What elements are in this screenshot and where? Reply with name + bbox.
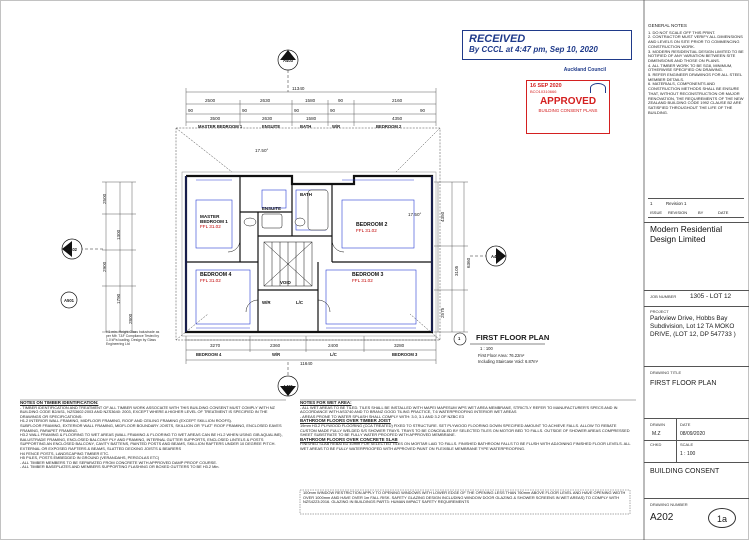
tb-sep-7	[644, 462, 749, 463]
wet-note-2: - AREAS PRONE TO WATER SPLASH SHALL COMPLY WITH: 3.0, 3.1 AND 3.2 OF NZBC E3	[300, 413, 464, 419]
top-label-bed2: BEDROOM 2	[376, 124, 402, 129]
drawing-revision-value: 1a	[716, 514, 727, 524]
revision-header-issue: ISSUE	[650, 210, 663, 215]
room-bed3-ffl: FFL 31.02	[352, 278, 373, 283]
section-tag-bottom: A401	[282, 384, 293, 389]
right-dim-3: 2575	[440, 307, 445, 318]
top-dim-r3-4: 4350	[392, 116, 403, 121]
timber-notes-title: NOTES ON TIMBER IDENTIFICATION:	[20, 400, 99, 405]
bottom-label-2: W/R	[272, 352, 281, 357]
top-dim-r2-4: 90	[330, 108, 336, 113]
revision-header-revision: REVISION	[668, 210, 688, 215]
height-glass-note: H1 min. Height Glass balustrade as per Mfr. T&F Compliance Tested by 1.0 kPa loading. Design by Glass Engineering Ltd	[106, 330, 160, 346]
wet-sub1-title: BATHROOM FLOORS OVER TIMBER JOIST	[300, 418, 391, 424]
timber-note-5: EXTERNAL OR EXPOSED RAFTERS & BEAMS, SLATTED DECKING JOISTS & BEARERS	[20, 445, 182, 451]
approved-ref: BCO10310666	[530, 89, 557, 94]
room-master	[200, 214, 240, 229]
room-master-label: MASTER BEDROOM 1	[200, 214, 228, 224]
tb-sep-8	[644, 498, 749, 499]
room-master-ffl: FFL 31.02	[200, 224, 221, 229]
job-number-value: 1305 - LOT 12	[690, 293, 732, 300]
revision-number: 1	[650, 201, 653, 206]
tb-vsep	[676, 418, 677, 462]
plan-scale: 1 : 100	[480, 346, 493, 351]
timber-note-8: - ALL TIMBER MEMBERS TO BE SEPARATED FROM CONCRETE WITH APPROVED DAMP PROOF COURSE.	[20, 459, 218, 465]
timber-notes	[20, 401, 286, 470]
wet-area-notes	[300, 401, 632, 452]
date-label: DATE	[680, 422, 691, 427]
revision-label: Revision 1	[666, 201, 687, 206]
status-label: BUILDING CONSENT	[650, 468, 720, 475]
wet-note-1: - ALL WET AREAS TO BE TILED. TILES SHALL BE INSTALLED WITH MAPEI MAPESUM WPS WET AREA MEMBRANE, STRICTLY REFER TO MANUFACTURER'S SPECS AND IN ACCORDANCE WITH AS3740 AND TO BRANZ GOOD TILING PRACTICE, T.6 WATERPROOFING INTERIOR WET AREAS	[300, 404, 618, 415]
wet-sub1-line: 19mm H3.2 PLYWOOD FLOORING (CCA TREATED) FIXED TO STRUCTURE. SET PLYWOOD FLOORING DOWN SPECIFIED AMOUNT TO ACHIEVE FALLS. ALLOW TO REBATE CUSTOM MADE FULLY WELDED S/S SHOWER TRAYS. TRAYS TO BE CONCEALED BY SELECTED TILES ON MOTOR BED TO FALLS. OUTSIDE OF SHOWER AREAS COMPRESSED SHEET SUBSTRATE TO BE FULLY WATER PROOFED WITH APPROVED MEMBRANE.	[300, 422, 630, 438]
tb-sep-3	[644, 306, 749, 307]
plan-area-1: First Floor Area: 76.22m²	[478, 353, 525, 358]
room-bed3-label: BEDROOM 3	[352, 272, 384, 278]
approved-stamp	[526, 67, 610, 134]
top-dim-r2-1: 90	[188, 108, 194, 113]
top-dim-r2-2: 90	[242, 108, 248, 113]
timber-note-6: H4 FENCE POSTS, LANDSCAPING TIMBER ETC.	[20, 450, 110, 456]
top-dim-5: 2160	[392, 98, 403, 103]
right-dim-4: 6360	[466, 257, 471, 268]
bottom-label-1: BEDROOM 4	[196, 352, 222, 357]
received-stamp	[462, 30, 632, 60]
project-label: PROJECT	[650, 309, 669, 314]
right-dim-1: 4350	[440, 211, 445, 222]
revision-header-by: BY	[698, 210, 704, 215]
approved-date: 16 SEP 2020	[530, 83, 562, 89]
room-bed3	[352, 272, 402, 283]
section-tag-top: A403	[282, 58, 293, 63]
drawn-label: DRAWN	[650, 422, 665, 427]
left-dim-3: 2900	[102, 261, 107, 272]
scale-label: SCALE	[680, 442, 694, 447]
wet-notes-title: NOTES FOR WET AREA:	[300, 400, 352, 405]
room-ensuite: ENSUITE	[262, 206, 282, 211]
left-dim-4: 1790	[116, 293, 121, 304]
plan-area-2: Including Staircase Void: 6.87m²	[478, 359, 539, 364]
bottom-dim-2: 2360	[270, 343, 281, 348]
date-value: 08/09/2020	[680, 431, 706, 437]
approved-council: Auckland Council	[563, 67, 606, 73]
company-name: Modern Residential Design Limited	[650, 224, 723, 244]
timber-note-7: H5 PILES, POSTS EMBEDDED IN GROUND (VERANDAHS, PERGOLAS ETC)	[20, 455, 160, 461]
top-dim-r2-3: 90	[294, 108, 300, 113]
top-dim-r3-3: 1580	[306, 116, 317, 121]
plan-number: 1	[458, 336, 461, 341]
top-dim-4: 90	[338, 98, 344, 103]
revision-table	[648, 198, 744, 218]
bottom-dim-1: 3270	[210, 343, 221, 348]
plan-title: FIRST FLOOR PLAN	[476, 333, 550, 342]
top-dim-r2-5: 90	[420, 108, 426, 113]
drawn-by: M.Z	[652, 431, 661, 437]
bottom-label-4: BEDROOM 3	[392, 352, 418, 357]
timber-note-2: H1.2 INTERIOR WALL FRAMING, MIDFLOOR FRAMING, ROOF AND CEILING FRAMING (EXCEPT SKILLION ROOFS).	[20, 418, 232, 424]
checked-label: CHKD	[650, 442, 662, 447]
received-title: RECEIVED	[469, 33, 526, 45]
drawing-title-value: FIRST FLOOR PLAN	[650, 380, 717, 387]
scale-value: 1 : 100	[680, 451, 696, 457]
approved-title: APPROVED	[539, 96, 597, 107]
room-bed4-ffl: FFL 31.02	[200, 278, 221, 283]
general-note-3: 3. MODERN RESIDENTIAL DESIGN LIMITED TO BE NOTIFIED OF ANY VARIATION BETWEEN SITE DIMENSIONS AND THOSE ON PLANS.	[648, 48, 744, 63]
tb-sep-1	[644, 222, 749, 223]
timber-note-3: SUBFLOOR FRAMING, EXTERIOR WALL FRAMING, MIDFLOOR BOUNDARY JOISTS, SKILLION OR "FLAT" ROOF FRAMING, ENCLOSED EAVES FRAMING, PARAPET FRAMING.	[20, 422, 282, 433]
general-note-5: 5. REFER ENGINEER DRAWINGS FOR ALL STEEL MEMBER DETAILS.	[648, 72, 743, 82]
general-note-2: 2. CONTRACTOR MUST VERIFY ALL DIMENSIONS AND LEVELS ON SITE PRIOR TO COMMENCING CONSTRUCTION WORK.	[648, 34, 743, 49]
room-bed4	[200, 272, 250, 283]
room-bed2-ffl: FFL 31.02	[356, 228, 377, 233]
left-dim-5: 2800	[128, 313, 133, 324]
drawing-revision-badge	[708, 508, 736, 528]
timber-note-9: - ALL TIMBER BASEPLATES AND MEMBERS SUPPORTING FLASHING OR BOXED GUTTERS TO BE H3.2 Min.	[20, 464, 220, 470]
drawing-number-value: A202	[650, 512, 674, 523]
left-dim-1: 2500	[102, 193, 107, 204]
right-dim-2: 3105	[454, 265, 459, 276]
received-line: By CCCL at 4:47 pm, Sep 10, 2020	[469, 45, 598, 54]
top-label-master: MASTER BEDROOM 1	[198, 124, 243, 129]
section-tag-right: A404	[490, 254, 501, 259]
general-note-6: 6. MATERIALS, COMPONENTS AND CONSTRUCTION METHODS SHALL BE ENSURE THAT, WITHOUT RECONSTRUCTION OR MAJOR RENOVATION, THE REQUIREMENTS OF THE NEW ZEALAND BUILDING CODE 1992 CLAUSE B2 ARE SATISFIED THROUGHOUT THE LIFE OF THE BUILDING.	[648, 81, 744, 115]
tb-sep-2	[644, 290, 749, 291]
top-dim-1: 2500	[205, 98, 216, 103]
room-void: VOID	[280, 280, 291, 285]
roof-pitch-right: 17.50°	[408, 212, 422, 217]
top-dim-3: 1580	[305, 98, 316, 103]
wet-sub2-line: FINISHED SLAB REBATED 40mm FOR SELECTED TILES ON MORTAR LAID TO FALLS. FINISHED BATHROOM FALLS TO BE FLUSH WITH ADJOINING FINISHED FLOOR LEVELS. ALL WET AREAS TO BE FULLY WATERPROOFED WITH APPROVED PAINT ON FLEXIBLE MEMBRANE TYPE WATERPROOFING.	[300, 441, 631, 451]
timber-note-4: H3.2 WALL FRAMING & FLOORING TO WET AREAS (WALL FRAMING & FLOORING TO WET AREAS CAN BE H1.2 WHEN USING GIB AQUALINE), BALUSTRADE FRAMING, ENCLOSED BALCONY PLY AND FRAMING, INTERNAL GUTTER SUPPORTS, ENCLOSED LINTELS & POSTS SUPPORTING AN ENCLOSED BALCONY, CAVITY BATTENS, PAINTED POSTS AND BEAMS, SKILLION RAFTERS UNDER 10 DEGREE PITCH.	[20, 432, 283, 447]
bottom-label-3: L/C	[330, 352, 337, 357]
revision-header-date: DATE	[718, 210, 729, 215]
room-wr: W/R	[262, 300, 271, 305]
bottom-dim-3: 2400	[328, 343, 339, 348]
approved-council-icon	[590, 83, 606, 93]
section-tag-left: A402	[66, 247, 77, 252]
bottom-dim-4: 3280	[394, 343, 405, 348]
approved-subtitle: BUILDING CONSENT PLANS	[538, 108, 598, 113]
top-overall-dim: 11340	[292, 86, 305, 91]
tb-sep-4	[644, 366, 749, 367]
room-bed2	[356, 222, 406, 233]
left-dim-2: 1300	[116, 229, 121, 240]
roof-pitch-left: 17.50°	[255, 148, 269, 153]
top-dim-r3-1: 3500	[210, 116, 221, 121]
project-value: Parkview Drive, Hobbs Bay Subdivision, Lot 12 TA MOKO DRIVE, (LOT 12, DP 547733 )	[650, 315, 736, 338]
room-bed2-label: BEDROOM 2	[356, 222, 388, 228]
top-dim-r3-2: 2630	[262, 116, 273, 121]
drawing-title-label: DRAWING TITLE	[650, 370, 682, 375]
general-note-1: 1. DO NOT SCALE OFF THIS PRINT.	[648, 29, 716, 35]
wet-sub2-title: BATHROOM FLOORS OVER CONCRETE SLAB	[300, 436, 398, 442]
room-bed4-label: BEDROOM 4	[200, 272, 232, 278]
section-tag-small: A501	[63, 298, 74, 303]
window-note: 100mm WINDOW RESTRICTION APPLY TO OPENING WINDOWS WITH LOWER EDGE OF THE OPENING LESS THAN 760mm ABOVE FLOOR LEVEL AND HAVE OPENING WIDTH OVER 1000mm AND HAVE OVER 1m FALL RISK. SAFETY GLAZING DESIGN INCLUDING WINDOW DOOR GLAZING & SHOWER SCREENS IN WET AREAS) TO COMPLY WITH NZS4223:2016. GLAZING IN BUILDINGS PART3: HUMAN IMPACT SAFETY REQUIREMENTS	[303, 490, 626, 505]
top-label-wr: W/R	[332, 124, 341, 129]
tb-sep-6	[644, 440, 749, 441]
tb-sep-5	[644, 418, 749, 419]
general-note-4: 4. ALL TIMBER WORK TO BE SG8, MINIMUM, OTHERWISE SPECIFIED ON DRAWING.	[648, 62, 733, 73]
top-dim-2: 2630	[260, 98, 271, 103]
timber-note-1: - TIMBER IDENTIFICATION AND TREATMENT OF ALL TIMBER WORK ASSOCIATE WITH THIS BUILDING CONSENT MUST COMPLY WITH NZ BUILDING CODE B2/AS1, NZS3602:2003 AND NZS3640: 2003, EXCEPT WHERE A HIGHER LEVEL OF TREATMENT IS SPECIFIED IN THE DRAWINGS OR SPECIFICATIONS:	[20, 404, 275, 419]
job-number-label: JOB NUMBER	[650, 294, 677, 299]
bottom-overall-dim: 11640	[300, 361, 313, 366]
general-notes-title: GENERAL NOTES	[648, 23, 687, 28]
room-bath: BATH	[300, 192, 312, 197]
drawing-number-label: DRAWING NUMBER	[650, 502, 688, 507]
top-label-bath: BATH	[300, 124, 312, 129]
top-label-ensuite: ENSUITE	[262, 124, 281, 129]
room-lc: L/C	[296, 300, 304, 305]
general-notes	[648, 24, 744, 115]
